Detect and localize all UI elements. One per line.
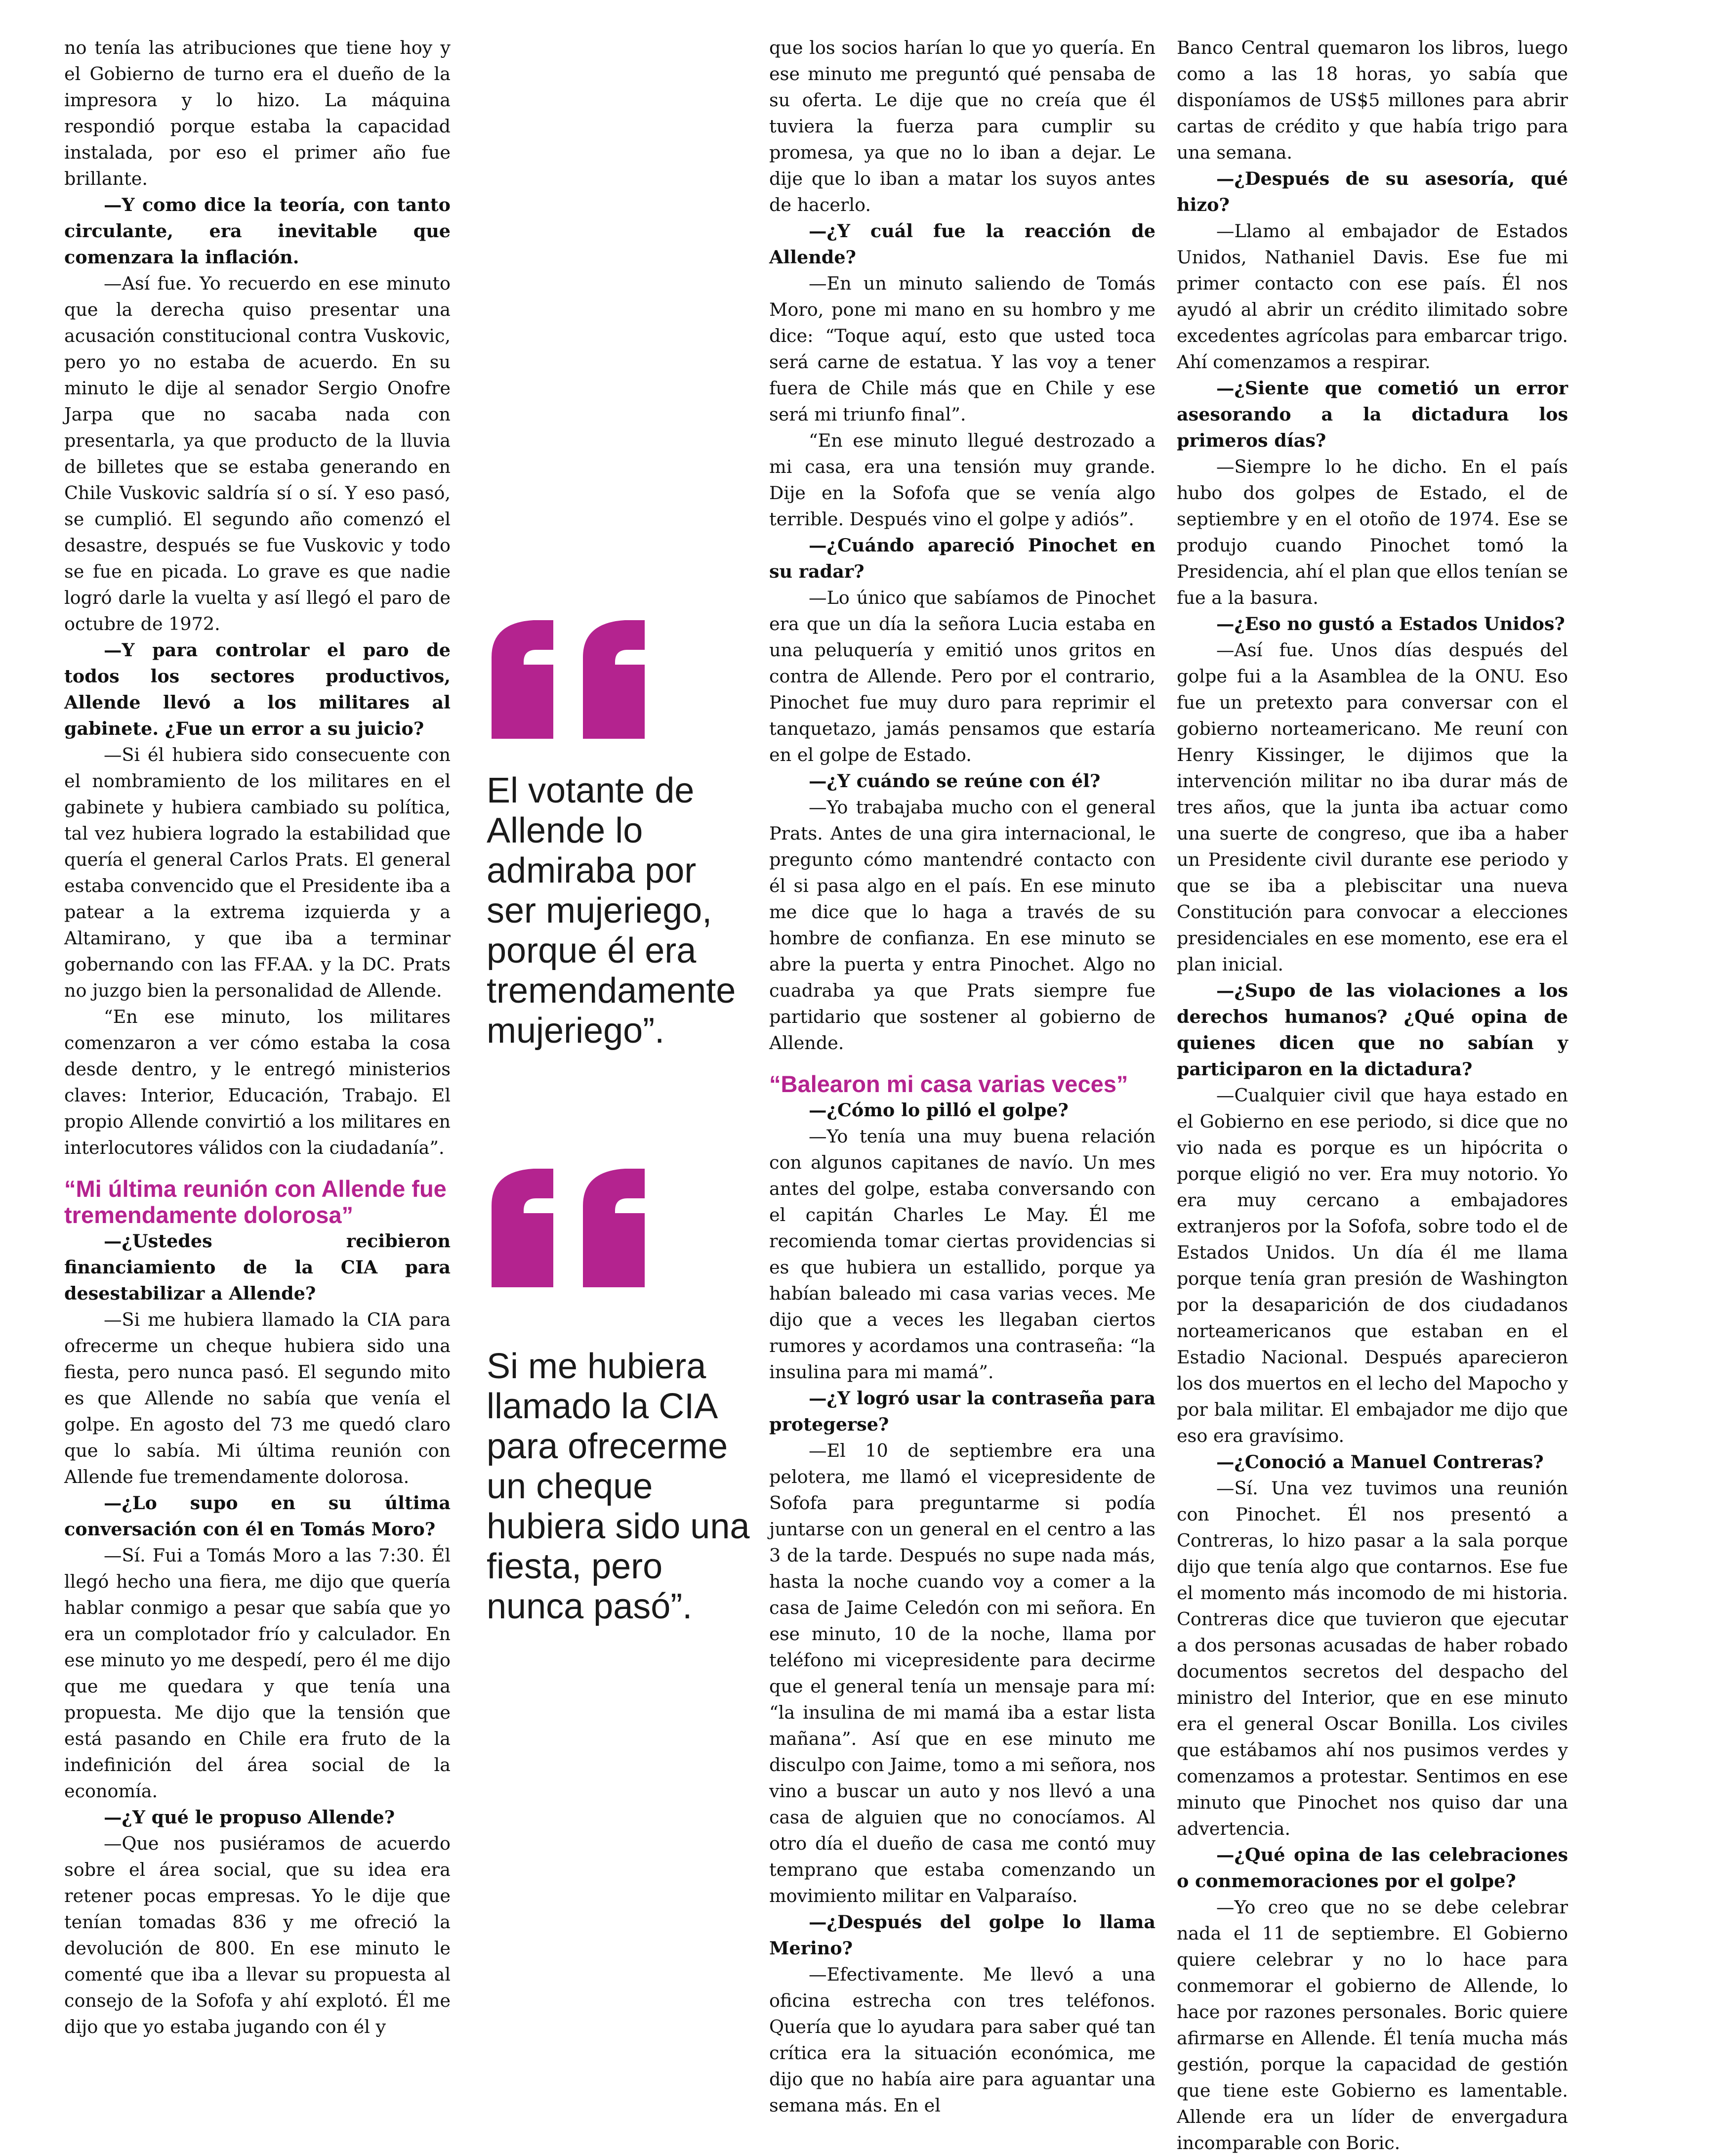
interview-question: —¿Supo de las violaciones a los derechos humanos? ¿Qué opina de quienes dicen que no sabían y participaron en la dictadura? <box>1177 980 1568 1080</box>
interview-question: —Y para controlar el paro de todos los sectores productivos, Allende llevó a los militares al gabinete. ¿Fue un error a su juicio? <box>64 639 451 739</box>
answer-paragraph: —Yo trabajaba mucho con el general Prats. Antes de una gira internacional, le pregunto cómo mantendré contacto con él si pasa algo en el país. En ese minuto me dice que lo haga a través de su hombre de confianza. En ese minuto se abre la puerta y entra Pinochet. Algo no cuadraba ya que Prats siempre fue partidario que sostener al gobierno de Allende. <box>769 797 1155 1054</box>
interview-question: —¿Y cuál fue la reacción de Allende? <box>769 220 1155 268</box>
quote-mark-icon <box>487 615 655 744</box>
body-paragraph: no tenía las atribuciones que tiene hoy y el Gobierno de turno era el dueño de la impresora y lo hizo. La máquina respondió porque estaba la capacidad instalada, por eso el primer año fue brillante. <box>64 37 451 189</box>
answer-paragraph: —Efectivamente. Me llevó a una oficina estrecha con tres teléfonos. Quería que lo ayudara para saber qué tan crítica era la situación económica, me dijo que no había aire para aguantar una semana más. En el <box>769 1964 1155 2116</box>
interview-question: —¿Cuándo apareció Pinochet en su radar? <box>769 535 1155 582</box>
interview-question: —¿Conoció a Manuel Contreras? <box>1216 1451 1544 1473</box>
article-column-3 <box>769 35 1155 2118</box>
answer-paragraph: —Así fue. Unos días después del golpe fui a la Asamblea de la ONU. Eso fue un pretexto para conversar con el gobierno norteamericano. Me reuní con Henry Kissinger, le dijimos que la intervención militar no iba durar más de tres años, que la junta iba actuar como una suerte de congreso, que iba a haber un Presidente civil durante ese periodo y que se iba a plebiscitar una nueva Constitución para convocar a elecciones presidenciales en ese momento, ese era el plan inicial. <box>1177 639 1568 975</box>
interview-question: —¿Y logró usar la contraseña para protegerse? <box>769 1388 1155 1435</box>
interview-question: —¿Qué opina de las celebraciones o conmemoraciones por el golpe? <box>1177 1844 1568 1892</box>
answer-paragraph: —El 10 de septiembre era una pelotera, me llamó el vicepresidente de Sofofa para preguntarme si podía juntarse con un general en el centro a las 3 de la tarde. Después no supe nada más, hasta la noche cuando voy a comer a la casa de Jaime Celedón con mi señora. En ese minuto, 10 de la noche, llama por teléfono mi vicepresidente para decirme que el general tenía un mensaje para mí: “la insulina de mi mamá iba a estar lista mañana”. Así que en ese minuto me disculpo con Jaime, tomo a mi señora, nos vino a buscar un auto y nos llevó a una casa de alguien que no conocíamos. Al otro día el dueño de casa me contó muy temprano que estaba comenzando un movimiento militar en Valparaíso. <box>769 1440 1155 1906</box>
interview-question: —¿Siente que cometió un error asesorando a la dictadura los primeros días? <box>1177 378 1568 451</box>
interview-question: —¿Ustedes recibieron financiamiento de la CIA para desestabilizar a Allende? <box>64 1230 451 1304</box>
pullquote-2 <box>487 1164 753 1627</box>
body-paragraph: que los socios harían lo que yo quería. En ese minuto me preguntó qué pensaba de su oferta. Le dije que no creía que él tuviera la fuerza para cumplir su promesa, ya que no lo iban a dejar. Le dije que lo iban a matar los suyos antes de hacerlo. <box>769 37 1155 215</box>
pullquote-text: El votante de Allende lo admiraba por ser mujeriego, porque él era tremendamente mujeriego”. <box>487 771 736 1051</box>
answer-paragraph: “En ese minuto, los militares comenzaron a ver cómo estaba la cosa desde dentro, y le entregó ministerios claves: Interior, Educación, Trabajo. El propio Allende convirtió a los militares en interlocutores válidos con la ciudadanía”. <box>64 1006 451 1158</box>
interview-question: —¿Cómo lo pilló el golpe? <box>809 1099 1069 1121</box>
answer-paragraph: —Si él hubiera sido consecuente con el nombramiento de los militares en el gabinete y hubiera cambiado su política, tal vez hubiera logrado la estabilidad que quería el general Carlos Prats. El general estaba convencido que el Presidente iba a patear a la extrema izquierda y a Altamirano, y que iba a terminar gobernando con las FF.AA. y la DC. Prats no juzgo bien la personalidad de Allende. <box>64 744 451 1001</box>
quote-mark-icon <box>487 1164 655 1292</box>
answer-paragraph: —En un minuto saliendo de Tomás Moro, pone mi mano en su hombro y me dice: “Toque aquí, esto que usted toca será carne de estatua. Y las voy a tener fuera de Chile más que en Chile y ese será mi triunfo final”. <box>769 273 1155 425</box>
interview-question: —¿Eso no gustó a Estados Unidos? <box>1216 613 1565 634</box>
answer-paragraph: —Sí. Fui a Tomás Moro a las 7:30. Él llegó hecho una fiera, me dijo que quería hablar conmigo a pesar que sabía que yo era un complotador frío y calculador. En ese minuto yo me despedí, pero él me dijo que me quedara y que tenía una propuesta. Me dijo que la tensión que está pasando en Chile era fruto de la indefinición del área social de la economía. <box>64 1545 451 1802</box>
section-subheading: “Mi última reunión con Allende fue tremendamente dolorosa” <box>64 1176 447 1228</box>
section-subheading: “Balearon mi casa varias veces” <box>769 1071 1128 1097</box>
answer-paragraph: —Lo único que sabíamos de Pinochet era que un día la señora Lucia estaba en una peluquería y emitió unos gritos en contra de Allende. Pero por el contrario, Pinochet fue muy duro para reprimir el tanquetazo, jamás pensamos que estaría en el golpe de Estado. <box>769 587 1155 765</box>
answer-paragraph: —Así fue. Yo recuerdo en ese minuto que la derecha quiso presentar una acusación constitucional contra Vuskovic, pero yo no estaba de acuerdo. En su minuto le dije al senador Sergio Onofre Jarpa que no sacaba nada con presentarla, ya que producto de la lluvia de billetes que se estaba generando en Chile Vuskovic saldría sí o sí. Y eso pasó, se cumplió. El segundo año comenzó el desastre, después se fue Vuskovic y todo se fue en picada. Lo grave es que nadie logró darle la vuelta y así llegó el paro de octubre de 1972. <box>64 273 451 634</box>
answer-paragraph: —Yo creo que no se debe celebrar nada el 11 de septiembre. El Gobierno quiere celebrar y no lo hace para conmemorar el gobierno de Allende, lo hace por razones personales. Boric quiere afirmarse en Allende. Él tenía mucha más gestión, porque la capacidad de gestión que tiene este Gobierno es lamentable. Allende era un líder de envergadura incomparable con Boric. <box>1177 1897 1568 2154</box>
article-column-4 <box>1177 35 1568 2156</box>
article-column-1 <box>64 35 451 2040</box>
answer-paragraph: —Que nos pusiéramos de acuerdo sobre el área social, que su idea era retener pocas empresas. Yo le dije que tenían tomadas 836 y me ofreció la devolución de 800. En ese minuto le comenté que iba a llevar su propuesta al consejo de la Sofofa y ahí explotó. Él me dijo que yo estaba jugando con él y <box>64 1833 451 2037</box>
pullquote-1 <box>487 615 753 1051</box>
interview-question: —¿Y qué le propuso Allende? <box>104 1807 395 1828</box>
interview-question: —Y como dice la teoría, con tanto circulante, era inevitable que comenzara la inflación. <box>64 194 451 268</box>
body-paragraph: Banco Central quemaron los libros, luego como a las 18 horas, yo sabía que disponíamos de US$5 millones para abrir cartas de crédito y que había trigo para una semana. <box>1177 37 1568 163</box>
answer-paragraph: —Sí. Una vez tuvimos una reunión con Pinochet. Él nos presentó a Contreras, lo hizo pasar a la sala porque dijo que tenía algo que contarnos. Ese fue el momento más incomodo de mi historia. Contreras dice que tuvieron que ejecutar a dos personas acusadas de haber robado documentos secretos del despacho del ministro del Interior, que en ese minuto era el general Oscar Bonilla. Los civiles que estábamos ahí nos pusimos verdes y comenzamos a protestar. Sentimos en ese minuto que Pinochet nos quiso dar una advertencia. <box>1177 1478 1568 1839</box>
answer-paragraph: —Siempre lo he dicho. En el país hubo dos golpes de Estado, el de septiembre y en el otoño de 1974. Ese se produjo cuando Pinochet tomó la Presidencia, ahí el plan que ellos tenían se fue a la basura. <box>1177 456 1568 608</box>
answer-paragraph: —Llamo al embajador de Estados Unidos, Nathaniel Davis. Ese fue mi primer contacto con ese país. Él nos ayudó al abrir un crédito ilimitado sobre excedentes agrícolas para embarcar trigo. Ahí comenzamos a respirar. <box>1177 220 1568 373</box>
answer-paragraph: “En ese minuto llegué destrozado a mi casa, era una tensión muy grande. Dije en la Sofofa que se venía algo terrible. Después vino el golpe y adiós”. <box>769 430 1155 530</box>
answer-paragraph: —Si me hubiera llamado la CIA para ofrecerme un cheque hubiera sido una fiesta, pero nunca pasó. El segundo mito es que Allende no sabía que venía el golpe. En agosto del 73 me quedó claro que lo sabía. Mi última reunión con Allende fue tremendamente dolorosa. <box>64 1309 451 1487</box>
answer-paragraph: —Cualquier civil que haya estado en el Gobierno en ese periodo, si dice que no vio nada es porque es un hipócrita o porque eligió no ver. Era muy notorio. Yo era muy cercano a embajadores extranjeros por la Sofofa, sobre todo el de Estados Unidos. Un día él me llama porque tenía gran presión de Washington por la desaparición de dos ciudadanos norteamericanos que estaban en el Estadio Nacional. Después aparecieron los dos muertos en el lecho del Mapocho y por bala militar. El embajador me dijo que eso era gravísimo. <box>1177 1085 1568 1446</box>
interview-question: —¿Lo supo en su última conversación con él en Tomás Moro? <box>64 1492 451 1540</box>
interview-question: —¿Después de su asesoría, qué hizo? <box>1177 168 1568 215</box>
interview-question: —¿Y cuándo se reúne con él? <box>809 770 1101 792</box>
interview-question: —¿Después del golpe lo llama Merino? <box>769 1911 1155 1959</box>
answer-paragraph: —Yo tenía una muy buena relación con algunos capitanes de navío. Un mes antes del golpe, estaba conversando con el capitán Charles Le May. Él me recomienda tomar ciertas providencias si es que hubiera un estallido, porque ya habían baleado mi casa varias veces. Me dijo que a veces les llegaban ciertos rumores y acordamos una contraseña: “la insulina para mi mamá”. <box>769 1126 1155 1383</box>
pullquote-text: Si me hubiera llamado la CIA para ofrecerme un cheque hubiera sido una fiesta, pero nunca pasó”. <box>487 1347 750 1626</box>
